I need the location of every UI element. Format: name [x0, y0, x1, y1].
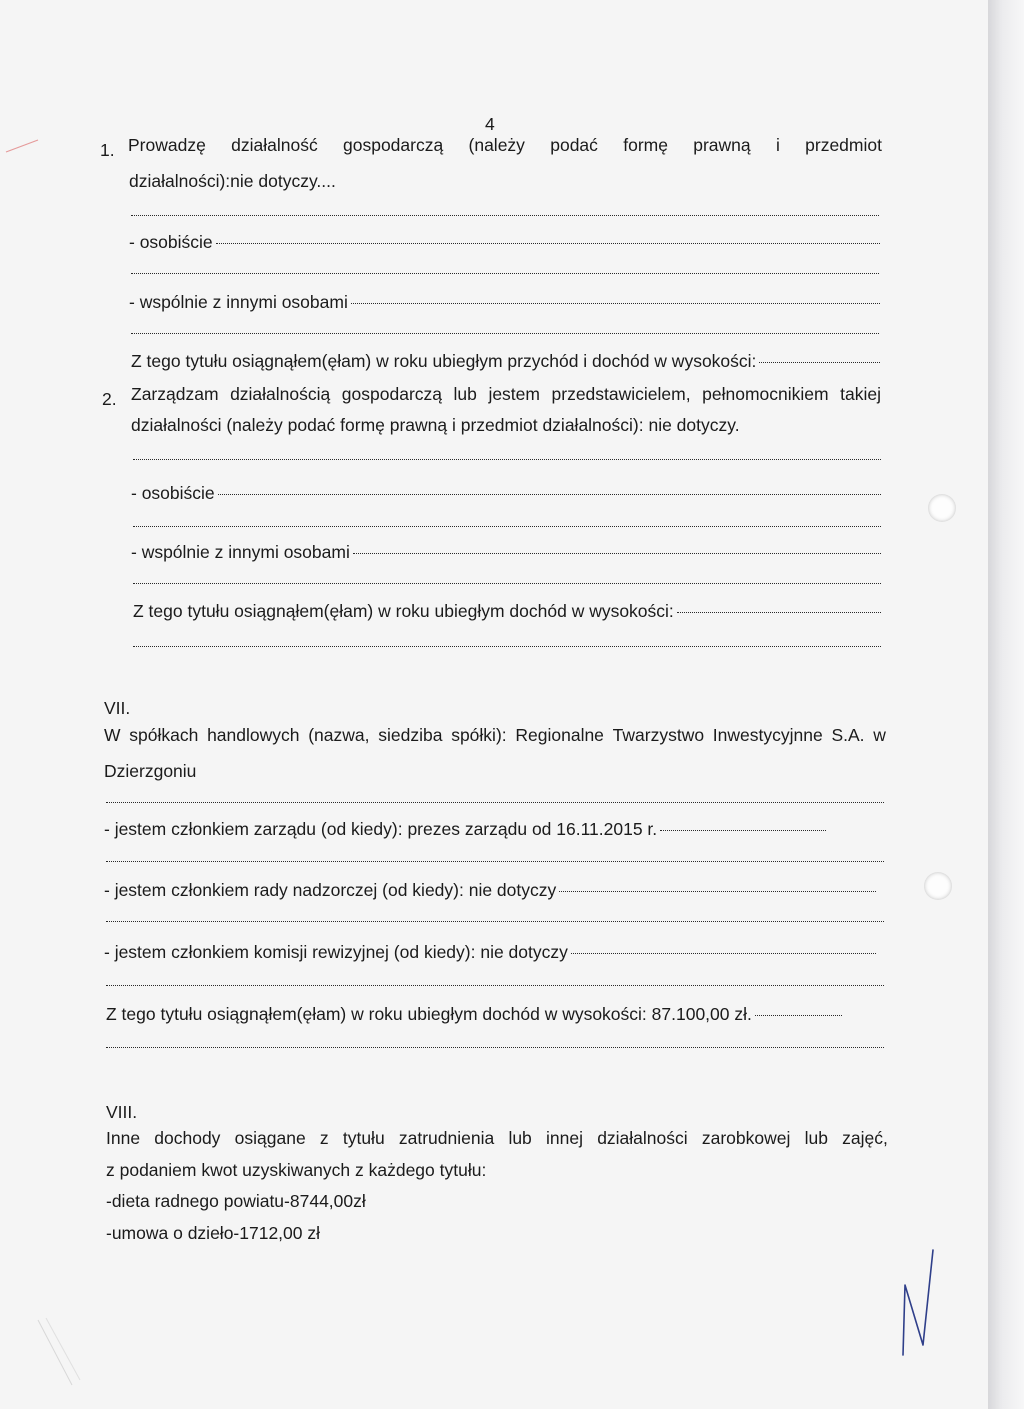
word: pełnomocnikiem	[702, 384, 829, 404]
section-8-heading: VIII.	[106, 1102, 138, 1122]
word: działalności	[597, 1128, 688, 1148]
osobiscie-2-row	[131, 482, 881, 504]
word: zajęć,	[842, 1128, 888, 1148]
word: w	[873, 725, 886, 745]
section-7-line-1	[104, 724, 886, 746]
handwritten-initial	[895, 1245, 945, 1365]
word: Inwestycyjnne	[712, 725, 823, 745]
income-2-label: Z tego tytułu osiągnąłem(ęłam) w roku ubiegłym dochód w wysokości:	[133, 601, 674, 621]
item-1-line-2: działalności):nie dotyczy....	[129, 171, 336, 191]
word: przedmiot	[805, 135, 882, 155]
dotted-leader	[660, 830, 826, 831]
dotted-line	[131, 273, 879, 274]
page-number: 4	[485, 114, 495, 134]
wspolnie-label: - wspólnie z innymi osobami	[129, 292, 348, 312]
item-2-line-1	[131, 383, 881, 405]
dotted-line	[106, 921, 884, 922]
word: W	[104, 725, 121, 745]
komisja-row	[104, 941, 876, 963]
word: (nazwa,	[308, 725, 370, 745]
dotted-line	[133, 526, 881, 527]
word: spółki):	[451, 725, 507, 745]
zarzad-label: - jestem członkiem zarządu (od kiedy): prezes zarządu od 16.11.2015 r.	[104, 819, 658, 839]
word: Inne	[106, 1128, 141, 1148]
komisja-label: - jestem członkiem komisji rewizyjnej (od kiedy): nie dotyczy	[104, 942, 568, 962]
dotted-leader	[571, 953, 876, 954]
dotted-leader	[353, 553, 881, 554]
word: Prowadzę	[128, 135, 206, 155]
dotted-line	[131, 215, 879, 216]
section-8-item-2: -umowa o dzieło-1712,00 zł	[106, 1223, 321, 1243]
word: przedstawicielem,	[551, 384, 691, 404]
dotted-leader	[559, 891, 876, 892]
dotted-leader	[755, 1015, 842, 1016]
item-2-number: 2.	[102, 389, 117, 409]
income-2-row	[133, 600, 881, 622]
dotted-leader	[677, 612, 881, 613]
word: siedziba	[378, 725, 443, 745]
punch-hole	[928, 494, 956, 522]
word: zatrudnienia	[398, 1128, 495, 1148]
dotted-leader	[759, 362, 880, 363]
word: podać	[550, 135, 598, 155]
dotted-leader	[351, 303, 880, 304]
word: działalnością	[230, 384, 331, 404]
word: tytułu	[342, 1128, 385, 1148]
word: zarobkowej	[701, 1128, 791, 1148]
word: lub	[453, 384, 477, 404]
dotted-line	[106, 985, 884, 986]
word: z	[319, 1128, 329, 1148]
word: formę	[623, 135, 668, 155]
punch-hole	[924, 872, 952, 900]
word: takiej	[840, 384, 881, 404]
section-7-heading: VII.	[104, 698, 131, 718]
item-1-line-1	[128, 134, 882, 156]
word: Zarządzam	[131, 384, 219, 404]
item-2-line-2: działalności (należy podać formę prawną i przedmiot działalności): nie dotyczy.	[131, 415, 740, 435]
wspolnie-2-row	[131, 541, 881, 563]
word: Regionalne	[515, 725, 604, 745]
dotted-line	[106, 1047, 884, 1048]
scanner-edge	[988, 0, 1024, 1409]
word: i	[775, 135, 780, 155]
word: handlowych	[207, 725, 300, 745]
word: spółkach	[129, 725, 199, 745]
wspolnie-row	[129, 291, 880, 313]
dotted-line	[106, 861, 884, 862]
item-1-number: 1.	[100, 140, 115, 160]
word: dochody	[154, 1128, 221, 1148]
income-7-row	[106, 1003, 842, 1025]
wspolnie-2-label: - wspólnie z innymi osobami	[131, 542, 350, 562]
section-7-line-2: Dzierzgoniu	[104, 761, 197, 781]
section-8-item-1: -dieta radnego powiatu-8744,00zł	[106, 1191, 366, 1211]
rada-label: - jestem członkiem rady nadzorczej (od kiedy): nie dotyczy	[104, 880, 557, 900]
word: S.A.	[831, 725, 865, 745]
dotted-line	[133, 646, 881, 647]
dotted-line	[133, 459, 881, 460]
osobiscie-2-label: - osobiście	[131, 483, 215, 503]
word: jestem	[488, 384, 540, 404]
rada-row	[104, 879, 876, 901]
word: Twarzystwo	[612, 725, 705, 745]
section-8-line-2: z podaniem kwot uzyskiwanych z każdego tytułu:	[106, 1160, 487, 1180]
word: (należy	[468, 135, 525, 155]
dotted-line	[106, 802, 884, 803]
section-8-line-1	[106, 1127, 888, 1149]
word: gospodarczą	[341, 384, 443, 404]
word: gospodarczą	[343, 135, 444, 155]
income-7-label: Z tego tytułu osiągnąłem(ęłam) w roku ubiegłym dochód w wysokości: 87.100,00 zł.	[106, 1004, 752, 1024]
word: osiągane	[234, 1128, 306, 1148]
dotted-leader	[218, 494, 881, 495]
osobiscie-label: - osobiście	[129, 232, 213, 252]
zarzad-row	[104, 818, 826, 840]
word: lub	[508, 1128, 532, 1148]
osobiscie-row	[129, 231, 880, 253]
word: prawną	[693, 135, 751, 155]
dotted-line	[131, 333, 879, 334]
dotted-line	[133, 583, 881, 584]
word: działalność	[231, 135, 318, 155]
word: innej	[546, 1128, 583, 1148]
income-1-row	[131, 350, 880, 372]
dotted-leader	[216, 243, 880, 244]
word: lub	[804, 1128, 828, 1148]
income-1-label: Z tego tytułu osiągnąłem(ęłam) w roku ubiegłym przychód i dochód w wysokości:	[131, 351, 757, 371]
